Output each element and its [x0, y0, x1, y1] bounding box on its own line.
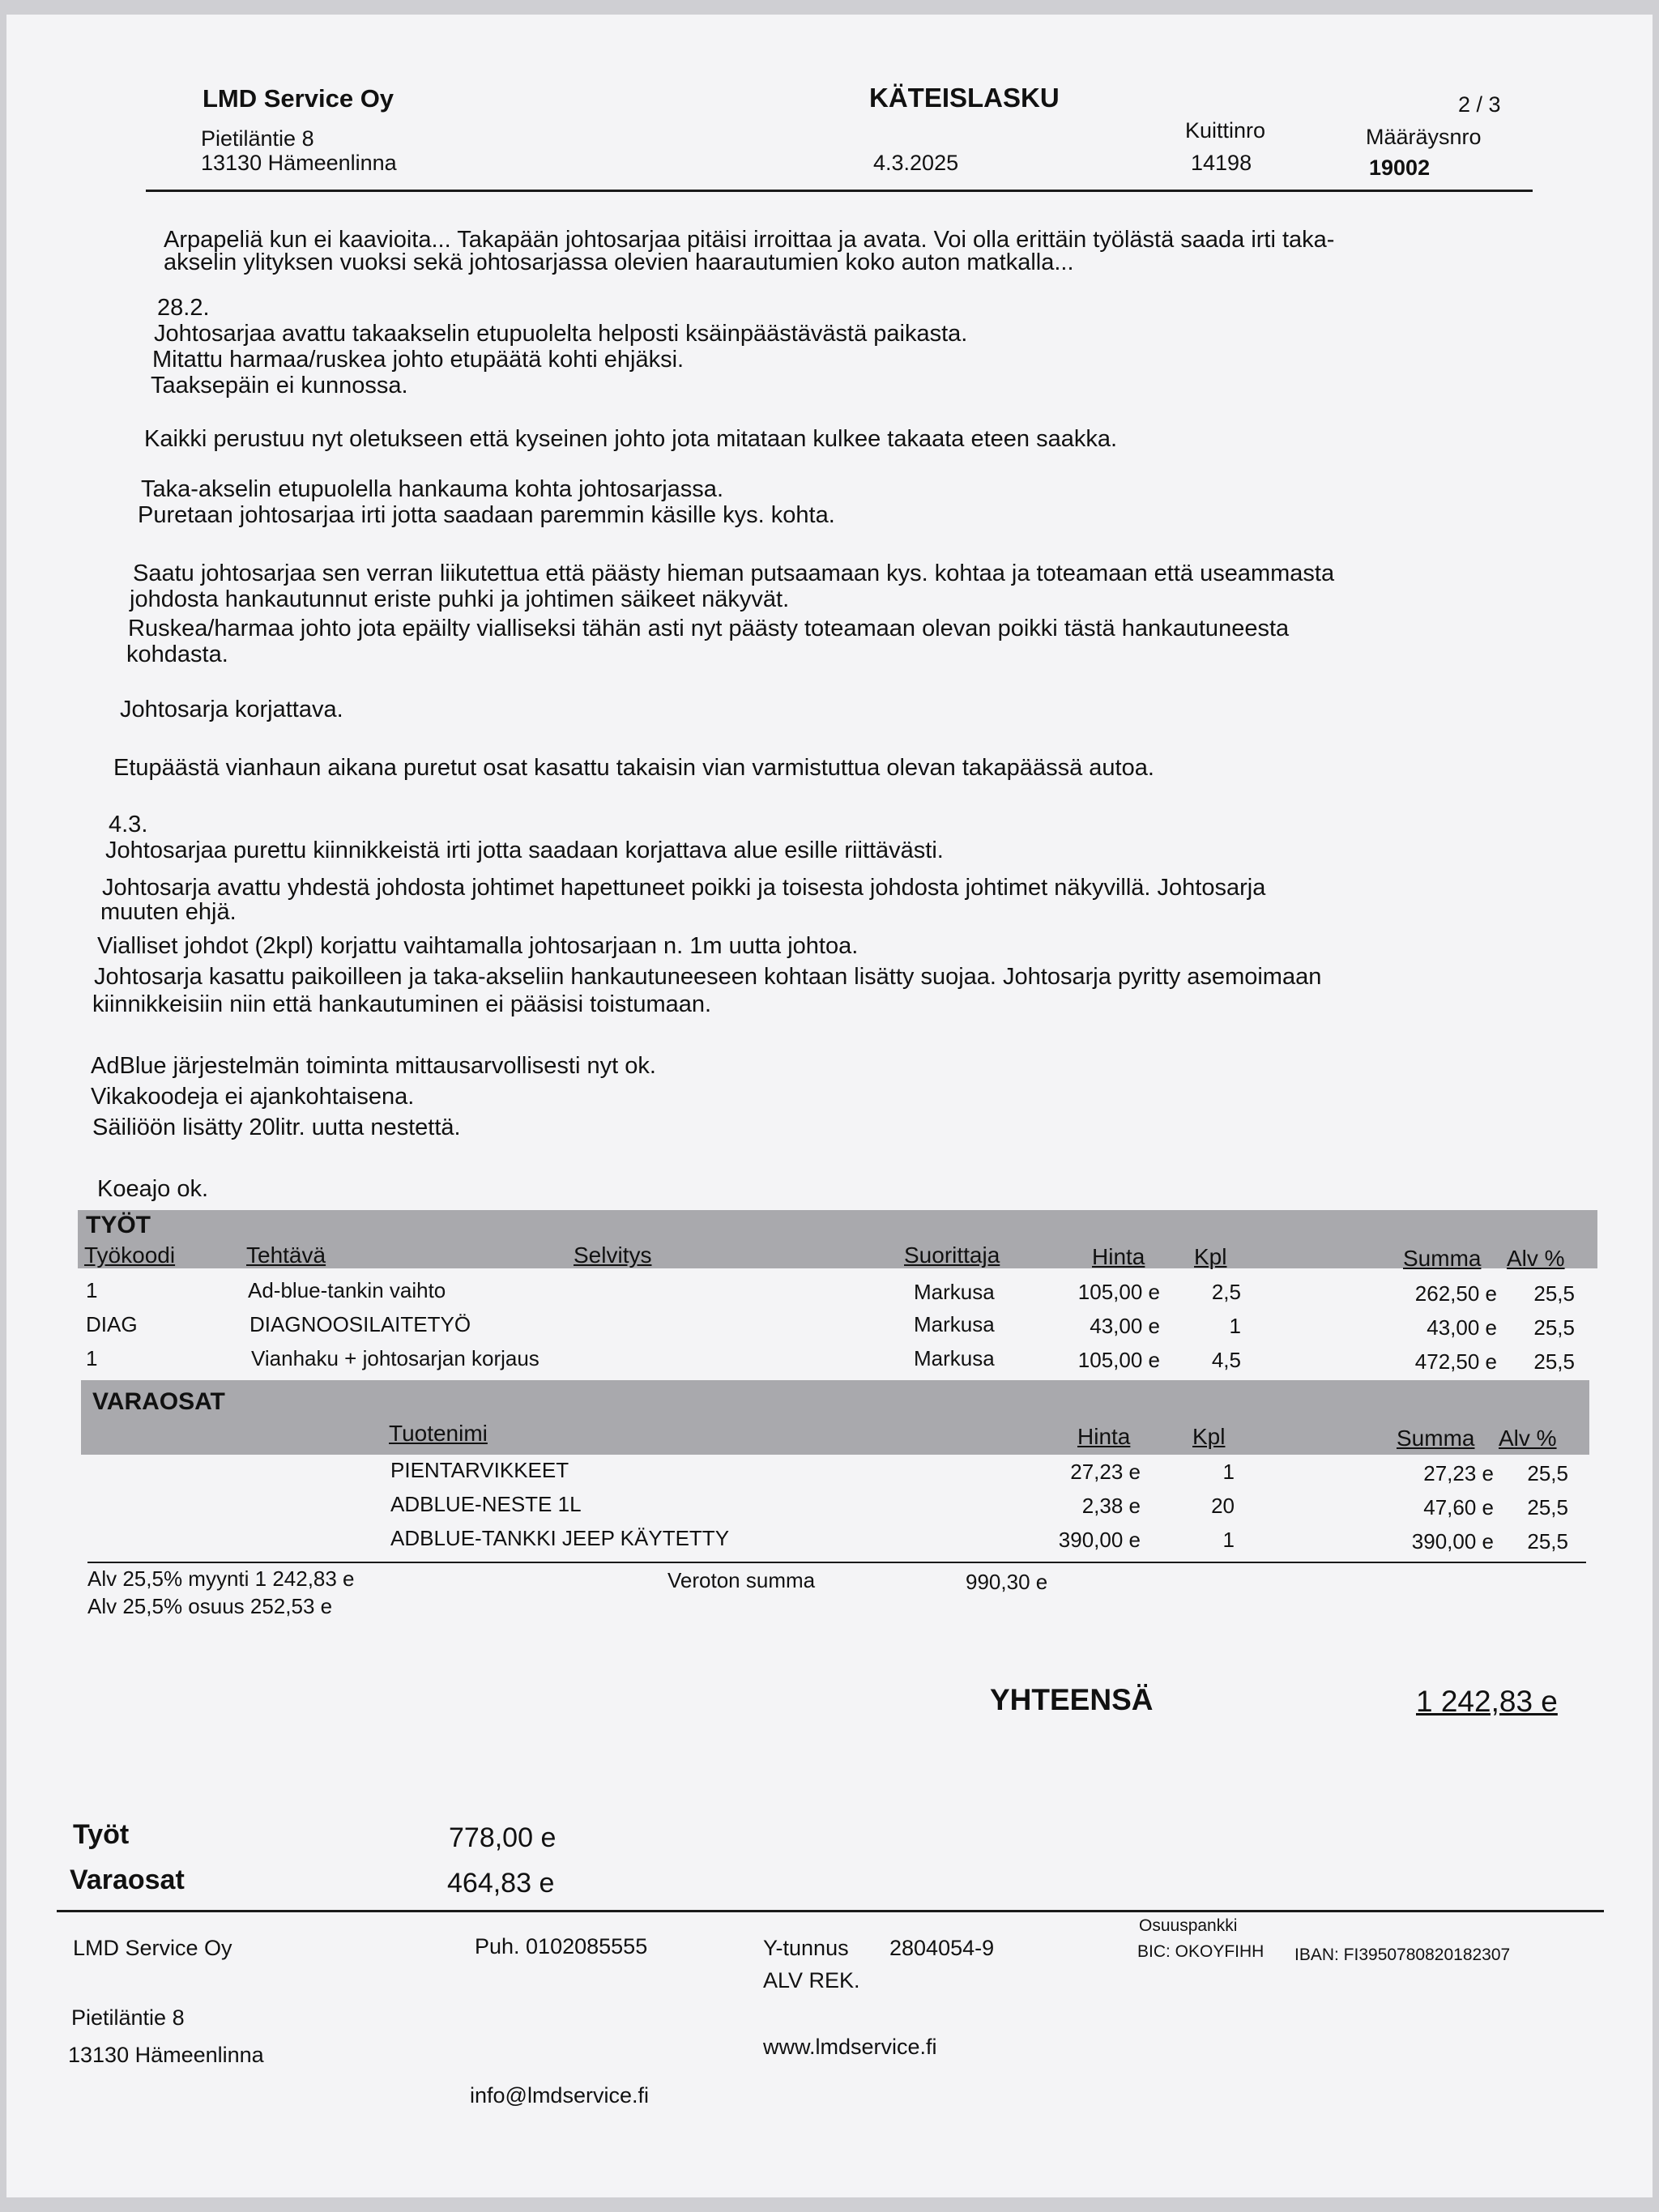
- company-address-city: 13130 Hämeenlinna: [201, 151, 397, 175]
- note-line: Puretaan johtosarjaa irti jotta saadaan paremmin käsille kys. kohta.: [138, 502, 835, 528]
- part-name: ADBLUE-TANKKI JEEP KÄYTETTY: [390, 1526, 730, 1550]
- footer-address-street: Pietiläntie 8: [71, 2005, 185, 2030]
- parts-col-name: Tuotenimi: [389, 1421, 488, 1446]
- note-line: 4.3.: [109, 812, 148, 837]
- note-line: Taka-akselin etupuolella hankauma kohta johtosarjassa.: [141, 476, 723, 502]
- footer-ytunnus: 2804054-9: [889, 1936, 995, 1960]
- part-name: PIENTARVIKKEET: [390, 1458, 569, 1482]
- net-sum-value: 990,30 e: [966, 1570, 1048, 1594]
- vat-sales: Alv 25,5% myynti 1 242,83 e: [87, 1566, 355, 1591]
- note-line: johdosta hankautunnut eriste puhki ja johtimen säikeet näkyvät.: [130, 586, 790, 612]
- order-number: 19002: [1369, 156, 1431, 180]
- note-line: muuten ehjä.: [100, 899, 237, 925]
- page-number: 2 / 3: [1458, 92, 1501, 117]
- footer-email[interactable]: info@lmdservice.fi: [470, 2083, 649, 2108]
- note-line: Arpapeliä kun ei kaavioita... Takapään johtosarjaa pitäisi irroittaa ja avata. Voi olla erittäin työlästä saada irti taka-: [164, 227, 1335, 253]
- note-line: Säiliöön lisätty 20litr. uutta nestettä.: [92, 1115, 461, 1140]
- footer-company: LMD Service Oy: [73, 1936, 232, 1960]
- part-price: 27,23 e: [1070, 1460, 1141, 1484]
- note-line: Johtosarjaa purettu kiinnikkeistä irti jotta saadaan korjattava alue esille riittävästi.: [105, 837, 944, 863]
- note-line: Mitattu harmaa/ruskea johto etupäätä kohti ehjäksi.: [152, 347, 684, 373]
- invoice-date: 4.3.2025: [873, 151, 959, 175]
- parts-total-value: 464,83 e: [447, 1868, 555, 1899]
- parts-col-qty: Kpl: [1192, 1424, 1226, 1449]
- parts-col-sum: Summa: [1397, 1426, 1475, 1451]
- part-sum: 390,00 e: [1411, 1529, 1494, 1554]
- footer-alv: ALV REK.: [763, 1968, 860, 1993]
- company-address-street: Pietiläntie 8: [201, 126, 314, 151]
- note-line: Johtosarja avattu yhdestä johdosta johtimet hapettuneet poikki ja toisesta johdosta johtimet näkyvillä. Johtosarja: [102, 875, 1266, 901]
- order-number-label: Määräysnro: [1366, 125, 1482, 149]
- note-line: Johtosarja kasattu paikoilleen ja taka-akseliin hankautuneeseen kohtaan lisätty suojaa. Johtosarja pyritty asemoimaan: [94, 964, 1322, 990]
- part-qty: 1: [1222, 1528, 1235, 1552]
- work-col-code: Työkoodi: [84, 1242, 176, 1268]
- work-qty: 1: [1229, 1314, 1241, 1338]
- part-vat: 25,5: [1527, 1529, 1568, 1554]
- note-line: Vikakoodeja ei ajankohtaisena.: [91, 1084, 415, 1110]
- work-total-value: 778,00 e: [449, 1822, 557, 1853]
- parts-section-title: VARAOSAT: [92, 1388, 225, 1415]
- receipt-number: 14198: [1191, 151, 1252, 175]
- work-sum: 43,00 e: [1427, 1315, 1497, 1340]
- work-section-title: TYÖT: [86, 1212, 151, 1238]
- work-code: DIAG: [86, 1312, 138, 1336]
- part-price: 390,00 e: [1058, 1528, 1141, 1552]
- part-vat: 25,5: [1527, 1461, 1568, 1485]
- work-qty: 4,5: [1211, 1348, 1241, 1372]
- footer-divider: [57, 1910, 1604, 1912]
- part-vat: 25,5: [1527, 1495, 1568, 1519]
- part-sum: 47,60 e: [1423, 1495, 1494, 1519]
- note-line: kiinnikkeisiin niin että hankautuminen ei pääsisi toistumaan.: [92, 991, 712, 1017]
- work-col-desc: Selvitys: [574, 1242, 652, 1268]
- note-line: Taaksepäin ei kunnossa.: [151, 373, 408, 399]
- work-vat: 25,5: [1533, 1349, 1575, 1374]
- work-performer: Markusa: [914, 1312, 995, 1336]
- note-line: Ruskea/harmaa johto jota epäilty vialliseksi tähän asti nyt päästy toteamaan olevan poikki tästä hankautuneesta: [128, 616, 1290, 641]
- note-line: Johtosarjaa avattu takaakselin etupuolelta helposti ksäinpäästävästä paikasta.: [154, 321, 968, 347]
- work-code: 1: [86, 1346, 98, 1370]
- note-line: Saatu johtosarjaa sen verran liikutettua että päästy hieman putsaamaan kys. kohtaa ja toteamaan että useammasta: [133, 560, 1335, 586]
- parts-total-label: Varaosat: [70, 1865, 185, 1895]
- footer-address-city: 13130 Hämeenlinna: [68, 2043, 264, 2067]
- work-task: Ad-blue-tankin vaihto: [248, 1278, 446, 1302]
- total-value: 1 242,83 e: [1416, 1685, 1558, 1718]
- note-line: Vialliset johdot (2kpl) korjattu vaihtamalla johtosarjaan n. 1m uutta johtoa.: [97, 933, 859, 959]
- part-qty: 20: [1211, 1494, 1235, 1518]
- footer-ytunnus-label: Y-tunnus: [763, 1936, 849, 1960]
- work-code: 1: [86, 1278, 98, 1302]
- note-line: 28.2.: [157, 295, 210, 321]
- work-col-price: Hinta: [1092, 1244, 1145, 1269]
- footer-bic: BIC: OKOYFIHH: [1137, 1942, 1265, 1961]
- header-divider: [146, 190, 1533, 192]
- vat-share: Alv 25,5% osuus 252,53 e: [87, 1594, 333, 1618]
- footer-bank: Osuuspankki: [1139, 1916, 1238, 1935]
- parts-col-price: Hinta: [1077, 1424, 1131, 1449]
- part-price: 2,38 e: [1081, 1494, 1141, 1518]
- invoice-page: [6, 15, 1653, 2197]
- footer-phone: Puh. 0102085555: [475, 1934, 648, 1958]
- part-name: ADBLUE-NESTE 1L: [390, 1492, 582, 1516]
- parts-col-vat: Alv %: [1499, 1426, 1557, 1451]
- note-line: akselin ylityksen vuoksi sekä johtosarjassa olevien haarautumien koko auton matkalla...: [164, 249, 1074, 275]
- work-performer: Markusa: [914, 1280, 995, 1304]
- work-col-qty: Kpl: [1194, 1244, 1227, 1269]
- work-vat: 25,5: [1533, 1281, 1575, 1306]
- part-qty: 1: [1222, 1460, 1235, 1484]
- work-vat: 25,5: [1533, 1315, 1575, 1340]
- work-sum: 262,50 e: [1414, 1281, 1497, 1306]
- work-col-vat: Alv %: [1507, 1246, 1565, 1271]
- note-line: Johtosarja korjattava.: [120, 697, 343, 722]
- note-line: Etupäästä vianhaun aikana puretut osat kasattu takaisin vian varmistuttua olevan takapäässä autoa.: [113, 755, 1154, 781]
- parts-header-band: [81, 1380, 1589, 1455]
- parts-divider: [87, 1562, 1586, 1563]
- work-col-sum: Summa: [1403, 1246, 1482, 1271]
- work-price: 105,00 e: [1077, 1348, 1160, 1372]
- note-line: kohdasta.: [126, 641, 228, 667]
- work-price: 43,00 e: [1090, 1314, 1160, 1338]
- work-price: 105,00 e: [1077, 1280, 1160, 1304]
- work-total-label: Työt: [73, 1819, 130, 1850]
- document-title: KÄTEISLASKU: [869, 83, 1060, 113]
- net-sum-label: Veroton summa: [667, 1568, 816, 1592]
- footer-iban: IBAN: FI3950780820182307: [1294, 1946, 1511, 1964]
- note-line: AdBlue järjestelmän toiminta mittausarvollisesti nyt ok.: [91, 1053, 656, 1079]
- work-task: DIAGNOOSILAITETYÖ: [249, 1312, 471, 1336]
- note-line: Koeajo ok.: [97, 1176, 209, 1202]
- footer-website[interactable]: www.lmdservice.fi: [763, 2035, 937, 2059]
- work-col-performer: Suorittaja: [904, 1242, 1000, 1268]
- work-qty: 2,5: [1211, 1280, 1241, 1304]
- work-sum: 472,50 e: [1414, 1349, 1497, 1374]
- receipt-number-label: Kuittinro: [1185, 118, 1266, 143]
- work-col-task: Tehtävä: [246, 1242, 326, 1268]
- total-label: YHTEENSÄ: [990, 1683, 1154, 1716]
- work-performer: Markusa: [914, 1346, 995, 1370]
- work-task: Vianhaku + johtosarjan korjaus: [251, 1346, 539, 1370]
- part-sum: 27,23 e: [1423, 1461, 1494, 1485]
- note-line: Kaikki perustuu nyt oletukseen että kyseinen johto jota mitataan kulkee takaata eteen saakka.: [144, 426, 1118, 452]
- company-name: LMD Service Oy: [203, 84, 394, 113]
